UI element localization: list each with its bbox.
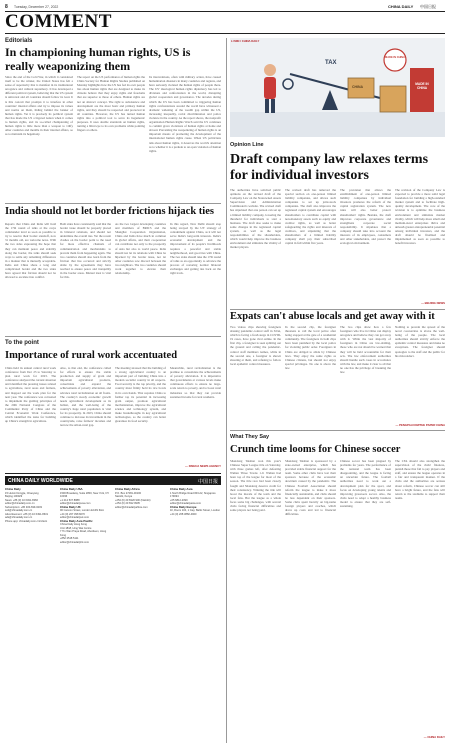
editorial-2-col1: Reports that China and India will hold the 17th round of talks at the corps commander level as soon as possible to try to resolve their border standoff, now 31 months old, are welcome news. With the two sides expressing the hope that they can maintain peace and stability along the border, the talks should seek ways to settle any remaining differences in a manner that is mutually acceptable. India and China share a long and complicated border and the two sides have agreed that friction should not be allowed to escalate into conflict. (5, 222, 56, 280)
column-gutter (226, 38, 227, 743)
expats-credit: — PENGPAI.COM/THE PAPER CHINA (395, 423, 445, 427)
illustration-made-in-china-box: MADE IN CHINA (415, 82, 429, 90)
expats-col2: In the second clip, the foreigner threatens to call the local police after being stopped at the gate of a residential community. The foreigners in both clips have been punished by the local police for violating public order. Foreigners in China are obliged to abide by Chinese laws. They enjoy the same rights as Chinese citizens, but should not enjoy special privileges. No one is above the law. (285, 325, 336, 370)
illustrator-credit: LI MIN / CHINA DAILY (231, 39, 260, 43)
editorial-2-headline: India should not let border frictions hijack ties (5, 206, 214, 217)
editorial-1-col3: Its interventions, often with military action, have caused humanitarian disasters in many countries and regions, and have seriously violated the human rights of people there. The US' ideological human rights diplomacy has led to divisions and confrontation in the world, disrupting global cooperation and governance. The decades during which the US has been committed to triggering human rights confrontations around the world have witnessed a dramatic widening of the wealth gap within the US, increasing inequality, racial discrimination and police violence in the country. As the report shows, the nonprofit organization Human Rights Watch said the US continues to commit grave violations of human rights at home and abroad. Preventing the weaponizing of human rights is an important means of promoting the development of the international human rights cause. When US politicians talk about human rights, it deserves the world's attention as to whether it is a prelude to an open violation of human rights. (149, 75, 221, 153)
footer-col2: China Daily USA 1500 Broadway, Suite 2800, New York, NY 10036 +1 212 537 8888 editor@chinadailyusa.com China Daily UK 90 Cannon Street, London EC4N 6HA +44 (0) 207 398 8270 editor@chinadailyuk.com China Daily Asia Pacific China Daily Hong Kong Unit 1818, Hing Wai Centre 7 Tin Wan Praya Road, Aberdeen, Hong Kong +852 2518 5111 editor@chinadailyhk.com (60, 488, 110, 544)
expats-col4: Nothing to prevent the spread of the novel coronavirus is above the well-being of the people. The local authorities should strictly enforce the epidemic control measures and make no exceptions. The foreigner should apologize to the staff and the public for his misconduct. (395, 325, 445, 358)
opinion-credit: — BEIJING NEWS (421, 301, 445, 305)
whatthey-col2: Shandong Taishan is sponsored by a state-owned enterprise, which has provided stable financial support for the team. Some other clubs have lost their sponsors because of the economic downturn caused by the pandemic. The Chinese Football Association should reform the league to make it more financially sustainable, and clubs should be less dependent on their sponsors. Some clubs spent heavily on big-name foreign players and coaches, which drove up costs and led to financial difficulties. (285, 459, 336, 517)
opinion-kicker: Opinion Line (230, 142, 264, 148)
editorials-kicker: Editorials (5, 38, 33, 44)
illustration-tax-text: TAX (325, 60, 337, 66)
whatthey-col3: Chinese soccer has been plagued by problems for years. The performance of the national team has been disappointing, and the league is facing an uncertain future. The football authorities need to work out a development plan for the sport, and focus on developing young talents and improving grassroots soccer. Also, the clubs need to adopt a healthy business model to ensure that they are self-sustaining. (340, 459, 391, 509)
divider (5, 203, 221, 204)
section-title: COMMENT (5, 11, 112, 32)
point-col2: Also, to that end, the conference called for efforts to ensure the stable production and supply of grain and important agricultural products, consolidate and expand the achievements of poverty alleviation, and advance rural revitalization on all fronts. The country's steady economic growth needs agricultural development as its ballast, and the well-being of the country's huge rural population is vital for its prosperity. In 2023, China should continue to increase its investment in the countryside, raise farmers' incomes and narrow the urban-rural gap. (60, 366, 111, 428)
opinion-col4: The revision of the Company Law is expected to provide a more solid legal foundation for building a high-standard market system and to facilitate high-quality development. The core of the revision is to optimize the business environment and stimulate market vitality, which will help more small and medium-sized enterprises thrive and unleash greater entrepreneurial potential among individual investors, and the draft should be finalized and implemented as soon as possible to benefit investors. (395, 188, 445, 246)
whatthey-col4: The CFA should also strengthen the supervision of the clubs' finances, punish those that fail to pay players and staff, and ensure the league operates in a fair and transparent manner. If the clubs and the authorities are serious about reform, Chinese soccer can still have a bright future, and the fans will return to the stadiums to support their teams. (395, 459, 445, 500)
editorial-2-col2: Both sides have consistently said that the border issue should be properly placed in bilateral relations, and should not undermine the overall ties. Yet the recent clashes on the border point to the need for more effective channels of communication and mechanisms to prevent them from happening again. The two countries should also learn from the friction that has occurred and strictly abide by the agreements they have reached to ensure peace and tranquility in the border areas. Mutual trust is vital for this. (60, 222, 111, 280)
editorial-2-col4: In this regard, New Delhi should stop being swayed by the US' strategy of containment against China, as it will not serve India's long-term interests. India's economic development and the improvement of its people's livelihoods requires a peaceful and stable neighborhood, and good ties with China. The two sides should take the 17th round of talks as an opportunity to advance the process of restoring normal bilateral exchanges and getting ties back on the right track. (170, 222, 221, 276)
paper-name-cn: 中国日报 (420, 4, 436, 9)
divider (230, 430, 445, 431)
divider (5, 336, 221, 337)
whatthey-credit: — CHINA DAILY (423, 735, 445, 739)
editorial-1-headline: In championing human rights, US is really weaponizing them (5, 45, 191, 73)
opinion-col3: The provision that allows the establishment of one-person limited liability companies by individual investors promotes the reform of the capital registration system. The new rules will also better protect shareholders' rights. Besides, the draft improves corporate governance and strengthens corporate social responsibility. It stipulates that a company should take into account the interests of its employees, consumers and other stakeholders, and protect the ecological environment. (340, 188, 391, 246)
editorial-1-col2: The report on the US performance of human rights the China Society for Human Rights Studies published on Monday highlights how the US has fed its own people lies about human rights that are designed to make its citizens believe that they enjoy rights and freedoms that are superior to those of others. Human rights are not an abstract concept. The right to subsistence and development are the most basic and primary human rights, and they should be respected and protected in all countries. However, the US has turned human rights into a political tool to serve its hegemonic purposes. It uses double standards on human rights, turning a blind eye to its own problems while pointing fingers at others. (77, 75, 145, 133)
page-number: 8 (5, 4, 8, 10)
opinion-headline: Draft company law relaxes terms for individual investors (230, 152, 429, 184)
illustration (230, 38, 445, 137)
whatthey-kicker: What They Say (230, 434, 270, 440)
editorial-1-col1: Since the end of the Cold War, in which it considered itself to be the winner, the United States has felt a sense of superiority that is manifest in its institutional arrogance and cultural supremacy. It has developed a different political system, believing that the US system is universal and all countries should follow its lead. It is this conceit that prompts it to interfere in other countries' internal affairs and try to impose its values and norms on them, hiding behind the banner of human rights. Yet it is precisely its political system that has made the US a bigoted nation when it comes to human rights, and its so-called championing of human rights is little more than a weapon to vilify other countries and meddle in their internal affairs, so as to maintain its hegemony. (5, 75, 73, 137)
footer-col3: China Daily Africa P.O. Box 27281-00100 Nairobi, Kenya +254 (0) 20 6920 900 (Nairobi) +254 (0) 20 692 0905 editor@chinadailyafrica.com (115, 488, 151, 509)
point-col1: China held its annual central rural work conference from Dec 23 to Saturday to plan rural work for 2023. The conference analyzed the current situation and identified the pressing issues related to agriculture, rural areas and farmers, and mapped out the work plan for the next year. The conference was convened to implement the guiding principles of the 20th National Congress of the Communist Party of China and the Central Economic Work Conference, which identified the tasks for building up China's strength in agriculture. (5, 366, 56, 424)
opinion-col1: The authorities have solicited public opinions on the revised draft of the Company Law on the Stateowned Assets Supervision and Administration Commission's website. The revised draft has stipulated that one person can set up a limited liability company, lowering the threshold for individuals to start a business. The draft also seeks to make some changes in the registered capital system, as well as the legal responsibilities of the shareholders, which would help improve the business environment and stimulate the vitality of market players. (230, 188, 281, 250)
paper-name: CHINA DAILY (388, 4, 414, 9)
point-credit: — XINHUA NEWS AGENCY (185, 464, 221, 468)
divider (230, 309, 445, 310)
issue-date: Tuesday, December 27, 2022 (14, 5, 59, 9)
footer-col1: China Daily 15 Huixin Dongjie, Chaoyang Beijing 100029 News: +86 (0) 10 6491-8366 editor@chinadaily.com.cn Subscription: +86 400-699-0203 sub@chinadaily.com.cn Advertisement: +86 (0) 10 6491-8631 ads@chinadaily.com.cn Phone app: chinadaily.com.cn/rclient (5, 488, 49, 523)
whatthey-headline: Crunch time looms for Chinese soccer (230, 444, 401, 455)
footer-rule (5, 473, 221, 474)
footer-masthead (5, 476, 221, 485)
illustration-china-label: CHINA (352, 85, 364, 89)
expats-col3: The two clips show how a few foreigners who live in China can display arrogance and believe they can get away with it. While the vast majority of foreigners in China are law-abiding, those who are not should be warned that they will be held accountable for their acts. The law enforcement authorities should handle such cases in accordance with the law, and make it clear to all that no one has the privilege of breaking the law. (340, 325, 391, 375)
opinion-col2: The revised draft has removed the special section on one-person limited liability companies, and allows such companies to set up joint-stock companies. The draft also improves the registered capital system and encourages shareholders to contribute capital with non-monetary assets such as equity and creditor rights, as well as better safeguarding the rights and interests of creditors, and stipulating that the shareholders of a limited liability company shall pay their subscribed capital in full within five years. (285, 188, 336, 246)
footer-masthead-cn: 中国日报 (197, 479, 218, 485)
point-headline: Importance of rural work accentuated (5, 350, 178, 361)
section-rule (5, 33, 445, 34)
expats-col1: Two videos clips showing foreigners abusing pandemic-control staff in Xi'an, which is facing a fresh surge in COVID-19 cases, have gone viral online. In the first clip, a foreigner is seen splitting out the ground and calling the pandemic-control staff members names, while in the second one, a foreigner is shown shouting at them, and refusing to follow local epidemic control measures. (230, 325, 281, 366)
point-col3: The meeting stressed that the building of a strong agricultural country is an important part of building China into a modern socialist country in all respects. Food security is the top priority, and the country must firmly hold its rice bowls in its own hands. That requires China to further tap its potential in increasing grain output, promote agricultural mechanization, improve the agricultural science and technology system, and make breakthroughs in key agricultural technologies, so the country can better guarantee its food security. (115, 366, 166, 424)
illustration-made-in-china-seal: MADE IN CHINA (385, 56, 405, 59)
point-col4: Meanwhile, rural revitalization is the premise to consolidate the achievements of poverty alleviation. It is imperative that governments at various levels make continuous efforts to ensure no large-scale return to poverty, and to boost rural industries so that they can provide sustained income for rural residents. (170, 366, 221, 399)
whatthey-col1: Shandong Taishan won this year's Chinese Super League title on Saturday, with three games left, after defeating Wuhan Three Towns 1-0. Wuhan had been top of the league for most of the season. The title race had been closely fought and Shandong deserve credit for their consistency. Winning the title will boost the morale of the team and the local fans. But the league as a whole faces some big challenges, with several clubs facing financial difficulties and some players not being paid. (230, 459, 281, 513)
footer-masthead-label: CHINA DAILY WORLDWIDE (8, 477, 73, 484)
expats-headline: Expats can't abuse locals and get away with it (230, 311, 435, 322)
footer-col4: China Daily Asia 1 North Bridge Road #03-22, Singapore 179094 +65 6812-2099 editor@chinadailyasia.com China Daily Europe 1F, Room 104, 1 Cap, Baltic Street, London +44 (0) 208 3882-4900 (170, 488, 221, 516)
point-kicker: To the point (5, 340, 39, 346)
editorial-2-col3: As the two largest developing countries and members of BRICS and the Shanghai Cooperation Organization, China and India have much in common in global affairs, and their cooperation can contribute not only to the prosperity of Asia but also to world peace. India should not let its relations with China be hijacked by the border issue, nor let other countries sow discord between the two neighbors. The two countries should work together to elevate their relationship. (115, 222, 166, 276)
